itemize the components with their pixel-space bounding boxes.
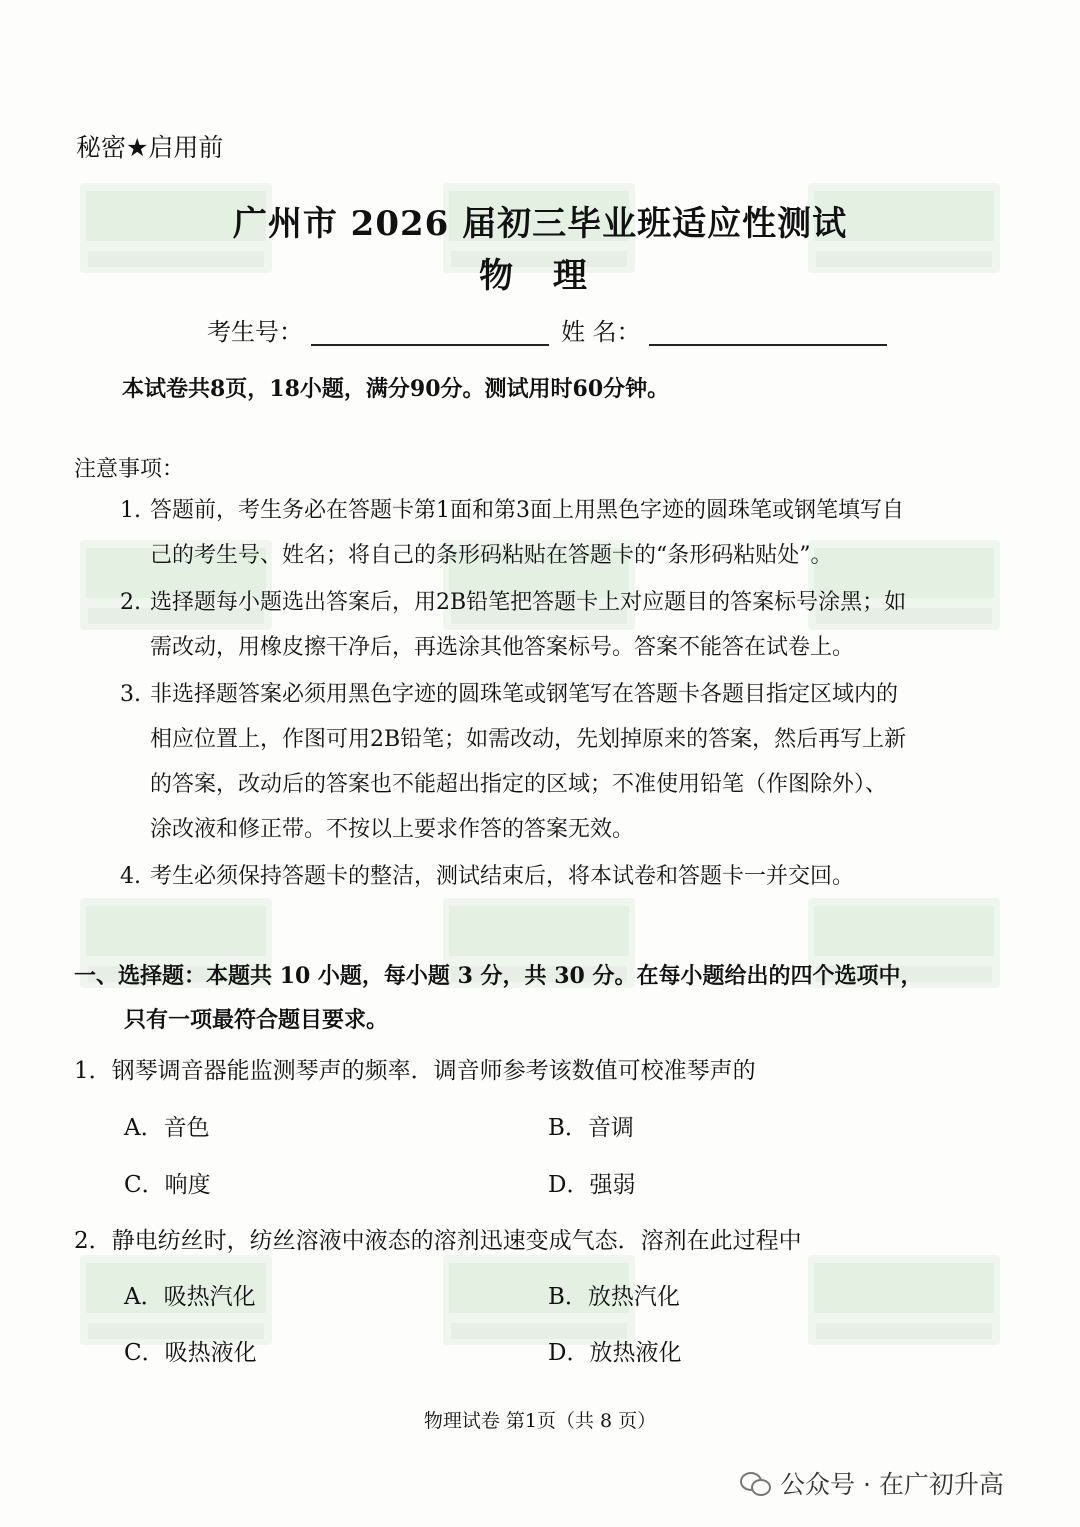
exam-info: 本试卷共8页，18小题，满分90分。测试用时60分钟。 bbox=[122, 376, 670, 402]
option-b: B．放热汽化 bbox=[548, 1284, 680, 1310]
notice-number: 4. bbox=[120, 864, 141, 889]
notice-item bbox=[120, 672, 1020, 852]
notice-text: 涂改液和修正带。不按以上要求作答的答案无效。 bbox=[150, 817, 635, 842]
option-c: C．响度 bbox=[124, 1172, 211, 1198]
question-stem: 1．钢琴调音器能监测琴声的频率．调音师参考该数值可校准琴声的 bbox=[74, 1058, 756, 1084]
option-a: A．吸热汽化 bbox=[124, 1284, 256, 1310]
section-heading bbox=[74, 954, 1024, 1042]
section-heading-line: 只有一项最符合题目要求。 bbox=[124, 1007, 389, 1033]
notice-text: 的答案，改动后的答案也不能超出指定的区域；不准使用铅笔（作图除外）、 bbox=[150, 772, 888, 797]
wechat-credit bbox=[740, 1465, 1004, 1501]
notice-text: 考生必须保持答题卡的整洁，测试结束后，将本试卷和答题卡一并交回。 bbox=[150, 864, 855, 889]
exam-number-field[interactable] bbox=[311, 344, 549, 346]
section-heading-line: 一、选择题：本题共 10 小题，每小题 3 分，共 30 分。在每小题给出的四个选项中， bbox=[74, 963, 923, 989]
wechat-account: 公众号 · 在广初升高 bbox=[780, 1470, 1004, 1499]
notice-heading: 注意事项： bbox=[74, 457, 185, 482]
exam-title: 广州市 2026 届初三毕业班适应性测试 bbox=[232, 204, 848, 244]
name-label: 姓 名： bbox=[561, 318, 641, 346]
notice-text: 非选择题答案必须用黑色字迹的圆珠笔或钢笔写在答题卡各题目指定区域内的 bbox=[150, 682, 899, 707]
option-a: A．音色 bbox=[124, 1115, 210, 1141]
notice-text: 己的考生号、姓名；将自己的条形码粘贴在答题卡的“条形码粘贴处”。 bbox=[150, 543, 833, 568]
name-field[interactable] bbox=[649, 344, 887, 346]
question-stem: 2．静电纺丝时，纺丝溶液中液态的溶剂迅速变成气态．溶剂在此过程中 bbox=[74, 1228, 802, 1254]
wechat-icon bbox=[740, 1470, 770, 1496]
notice-text: 需改动，用橡皮擦干净后，再选涂其他答案标号。答案不能答在试卷上。 bbox=[150, 635, 855, 660]
notice-text: 选择题每小题选出答案后，用2B铅笔把答题卡上对应题目的答案标号涂黑；如 bbox=[150, 590, 907, 615]
option-b: B．音调 bbox=[548, 1115, 634, 1141]
notice-item bbox=[120, 488, 1020, 578]
watermark-logo bbox=[808, 1255, 1000, 1345]
notice-number: 3. bbox=[120, 682, 141, 707]
page-footer: 物理试卷 第1页（共 8 页） bbox=[423, 1410, 657, 1432]
notice-number: 1. bbox=[120, 498, 141, 523]
notice-number: 2. bbox=[120, 590, 141, 615]
subject-title: 物 理 bbox=[479, 256, 601, 296]
secret-label: 秘密★启用前 bbox=[76, 133, 224, 162]
exam-number-label: 考生号： bbox=[207, 318, 303, 346]
option-d: D．放热液化 bbox=[548, 1340, 682, 1366]
student-fields bbox=[207, 312, 899, 347]
notice-item bbox=[120, 854, 1020, 899]
notice-text: 相应位置上，作图可用2B铅笔；如需改动，先划掉原来的答案，然后再写上新 bbox=[150, 727, 907, 752]
option-d: D．强弱 bbox=[548, 1172, 636, 1198]
notice-text: 答题前，考生务必在答题卡第1面和第3面上用黑色字迹的圆珠笔或钢笔填写自 bbox=[150, 498, 904, 523]
notice-item bbox=[120, 580, 1020, 670]
option-c: C．吸热液化 bbox=[124, 1340, 257, 1366]
